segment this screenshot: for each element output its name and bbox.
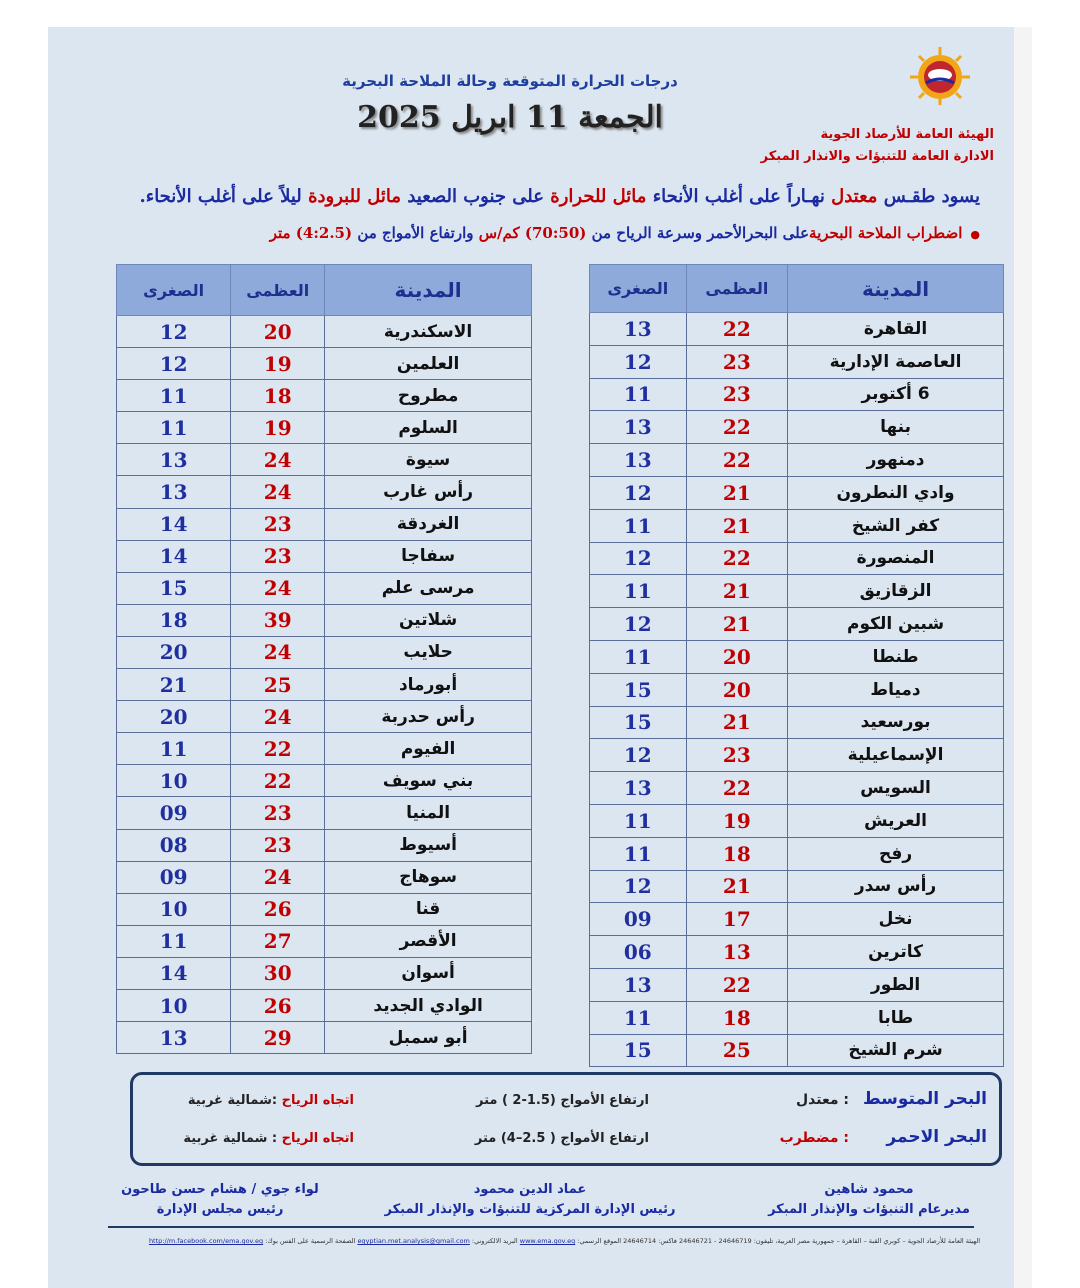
table-row bbox=[590, 575, 1004, 608]
warning-highlight: (70:50) كم/س bbox=[478, 224, 587, 242]
max-temp-cell: 13 bbox=[686, 936, 787, 969]
table-row bbox=[590, 936, 1004, 969]
city-cell: الغردقة bbox=[325, 508, 532, 540]
max-temp-cell: 24 bbox=[231, 444, 325, 476]
summary-part: ليلاً على أغلب الأنحاء. bbox=[139, 186, 309, 207]
table-row bbox=[117, 604, 532, 636]
warning-highlight: اضطراب الملاحة البحرية bbox=[809, 224, 963, 242]
facebook-link[interactable]: http://m.facebook.com/ema.gov.eg bbox=[148, 1237, 264, 1245]
max-temp-cell: 24 bbox=[231, 476, 325, 508]
signature-chairman bbox=[110, 1180, 330, 1220]
min-temp-cell: 11 bbox=[117, 380, 231, 412]
table-row bbox=[117, 380, 532, 412]
min-temp-cell: 11 bbox=[590, 575, 687, 608]
summary-highlight: مائل للحرارة bbox=[550, 186, 647, 207]
signature-title: مديرعام التنبؤات والإنذار المبكر bbox=[768, 1202, 970, 1217]
city-cell: العلمين bbox=[325, 348, 532, 380]
max-temp-cell: 19 bbox=[231, 348, 325, 380]
min-temp-cell: 12 bbox=[590, 476, 687, 509]
city-cell: شبين الكوم bbox=[788, 608, 1004, 641]
table-row bbox=[590, 870, 1004, 903]
max-temp-cell: 22 bbox=[686, 772, 787, 805]
min-temp-cell: 11 bbox=[590, 378, 687, 411]
summary-part: على جنوب الصعيد bbox=[401, 186, 551, 207]
table-row bbox=[590, 837, 1004, 870]
city-cell: المنيا bbox=[325, 797, 532, 829]
signature-name: عماد الدين محمود bbox=[473, 1182, 587, 1197]
max-temp-cell: 22 bbox=[686, 542, 787, 575]
header-city: المدينة bbox=[788, 265, 1004, 313]
city-cell: الإسماعيلية bbox=[788, 739, 1004, 772]
city-cell: سيوة bbox=[325, 444, 532, 476]
city-cell: 6 أكتوبر bbox=[788, 378, 1004, 411]
min-temp-cell: 11 bbox=[590, 1001, 687, 1034]
summary-highlight: معتدل bbox=[831, 186, 878, 207]
min-temp-cell: 11 bbox=[590, 804, 687, 837]
date-title: الجمعة 11 ابريل 2025 bbox=[357, 100, 663, 135]
table-row bbox=[117, 893, 532, 925]
max-temp-cell: 20 bbox=[686, 673, 787, 706]
city-cell: أسوان bbox=[325, 957, 532, 989]
city-cell: نخل bbox=[788, 903, 1004, 936]
min-temp-cell: 13 bbox=[117, 476, 231, 508]
org-line-2: الادارة العامة للتنبؤات والانذار المبكر bbox=[760, 149, 994, 164]
max-temp-cell: 21 bbox=[686, 509, 787, 542]
table-row bbox=[117, 1022, 532, 1054]
max-temp-cell: 25 bbox=[231, 669, 325, 701]
footer-address: الهيئة العامة للأرصاد الجوية – كوبري القبة – القاهرة – جمهورية مصر العربية، تليفون: 24646719 - 24646721 فاكس: 24646714 الموقع الرسمي: bbox=[575, 1237, 980, 1245]
table-row bbox=[117, 989, 532, 1021]
city-cell: كفر الشيخ bbox=[788, 509, 1004, 542]
signature-title: رئيس الإدارة المركزية للتنبؤات والإنذار المبكر bbox=[384, 1202, 676, 1217]
signature-forecast-director bbox=[744, 1180, 994, 1220]
max-temp-cell: 23 bbox=[686, 345, 787, 378]
city-cell: الزقازيق bbox=[788, 575, 1004, 608]
table-row bbox=[117, 861, 532, 893]
wind-label: اتجاه الرياح bbox=[281, 1093, 354, 1108]
city-cell: بورسعيد bbox=[788, 706, 1004, 739]
sea-conditions-box bbox=[130, 1072, 1002, 1166]
max-temp-cell: 22 bbox=[231, 765, 325, 797]
wind-direction bbox=[183, 1131, 354, 1146]
table-header-row bbox=[590, 265, 1004, 313]
table-row bbox=[117, 412, 532, 444]
header-min: الصغرى bbox=[590, 265, 687, 313]
city-cell: رأس سدر bbox=[788, 870, 1004, 903]
city-cell: الاسكندرية bbox=[325, 316, 532, 348]
summary-part: يسود طقـس bbox=[877, 186, 980, 207]
max-temp-cell: 27 bbox=[231, 925, 325, 957]
max-temp-cell: 22 bbox=[231, 733, 325, 765]
min-temp-cell: 09 bbox=[590, 903, 687, 936]
mediterranean-row bbox=[133, 1089, 999, 1119]
min-temp-cell: 14 bbox=[117, 508, 231, 540]
table-row bbox=[590, 411, 1004, 444]
warning-part: وارتفاع الأمواج من bbox=[352, 224, 479, 242]
city-cell: العاصمة الإدارية bbox=[788, 345, 1004, 378]
sea-state: : مضطرب bbox=[779, 1130, 849, 1146]
table-row bbox=[590, 640, 1004, 673]
min-temp-cell: 11 bbox=[590, 509, 687, 542]
table-row bbox=[590, 476, 1004, 509]
city-cell: الطور bbox=[788, 968, 1004, 1001]
min-temp-cell: 13 bbox=[590, 313, 687, 346]
wind-label: اتجاه الرياح bbox=[281, 1131, 354, 1146]
min-temp-cell: 09 bbox=[117, 861, 231, 893]
city-cell: رأس حدربة bbox=[325, 701, 532, 733]
min-temp-cell: 15 bbox=[590, 706, 687, 739]
city-cell: حلايب bbox=[325, 636, 532, 668]
max-temp-cell: 21 bbox=[686, 476, 787, 509]
weather-summary bbox=[100, 186, 980, 207]
table-row bbox=[590, 345, 1004, 378]
min-temp-cell: 09 bbox=[117, 797, 231, 829]
city-cell: شرم الشيخ bbox=[788, 1034, 1004, 1067]
temperature-table-left bbox=[116, 264, 532, 1054]
max-temp-cell: 23 bbox=[231, 540, 325, 572]
min-temp-cell: 13 bbox=[117, 444, 231, 476]
min-temp-cell: 13 bbox=[117, 1022, 231, 1054]
city-cell: رأس غارب bbox=[325, 476, 532, 508]
signature-name: محمود شاهين bbox=[824, 1182, 914, 1197]
min-temp-cell: 12 bbox=[117, 316, 231, 348]
min-temp-cell: 10 bbox=[117, 989, 231, 1021]
max-temp-cell: 26 bbox=[231, 893, 325, 925]
city-cell: السلوم bbox=[325, 412, 532, 444]
table-row bbox=[117, 444, 532, 476]
sea-state: : معتدل bbox=[796, 1092, 849, 1108]
table-row bbox=[590, 1001, 1004, 1034]
table-row bbox=[590, 378, 1004, 411]
min-temp-cell: 06 bbox=[590, 936, 687, 969]
min-temp-cell: 10 bbox=[117, 765, 231, 797]
city-cell: الفيوم bbox=[325, 733, 532, 765]
city-cell: رفح bbox=[788, 837, 1004, 870]
min-temp-cell: 20 bbox=[117, 701, 231, 733]
table-row bbox=[117, 701, 532, 733]
signature-central-director bbox=[380, 1180, 680, 1220]
max-temp-cell: 39 bbox=[231, 604, 325, 636]
table-row bbox=[117, 540, 532, 572]
table-header-row bbox=[117, 265, 532, 316]
table-row bbox=[117, 636, 532, 668]
max-temp-cell: 18 bbox=[686, 837, 787, 870]
max-temp-cell: 21 bbox=[686, 706, 787, 739]
max-temp-cell: 24 bbox=[231, 572, 325, 604]
max-temp-cell: 26 bbox=[231, 989, 325, 1021]
table-row bbox=[117, 797, 532, 829]
max-temp-cell: 22 bbox=[686, 968, 787, 1001]
table-row bbox=[590, 772, 1004, 805]
max-temp-cell: 21 bbox=[686, 575, 787, 608]
max-temp-cell: 21 bbox=[686, 608, 787, 641]
warning-highlight: (4:2.5) متر bbox=[269, 224, 353, 242]
city-cell: شلاتين bbox=[325, 604, 532, 636]
wind-value: :شمالية غربية bbox=[187, 1093, 282, 1108]
table-row bbox=[590, 313, 1004, 346]
city-cell: دمياط bbox=[788, 673, 1004, 706]
city-cell: أبو سمبل bbox=[325, 1022, 532, 1054]
header-max: العظمى bbox=[231, 265, 325, 316]
page-edge bbox=[1014, 27, 1032, 1288]
footer-contact bbox=[100, 1237, 980, 1245]
min-temp-cell: 13 bbox=[590, 444, 687, 477]
signature-title: رئيس مجلس الإدارة bbox=[156, 1202, 284, 1217]
city-cell: سفاجا bbox=[325, 540, 532, 572]
table-row bbox=[117, 733, 532, 765]
table-row bbox=[117, 669, 532, 701]
table-row bbox=[117, 476, 532, 508]
summary-highlight: مائل للبرودة bbox=[308, 186, 402, 207]
ema-logo bbox=[904, 45, 976, 105]
city-cell: دمنهور bbox=[788, 444, 1004, 477]
max-temp-cell: 24 bbox=[231, 636, 325, 668]
min-temp-cell: 11 bbox=[117, 925, 231, 957]
city-cell: قنا bbox=[325, 893, 532, 925]
summary-part: نهـاراً على أغلب الأنحاء bbox=[646, 186, 832, 207]
city-cell: المنصورة bbox=[788, 542, 1004, 575]
max-temp-cell: 19 bbox=[686, 804, 787, 837]
city-cell: السويس bbox=[788, 772, 1004, 805]
min-temp-cell: 12 bbox=[590, 739, 687, 772]
max-temp-cell: 23 bbox=[231, 508, 325, 540]
city-cell: أسيوط bbox=[325, 829, 532, 861]
footer-fb-label: الصفحة الرسمية على الفس بوك: bbox=[263, 1237, 358, 1245]
max-temp-cell: 21 bbox=[686, 870, 787, 903]
org-line-1: الهيئة العامة للأرصاد الجوية bbox=[820, 127, 994, 142]
sea-name: البحر المتوسط bbox=[862, 1089, 987, 1109]
table-row bbox=[590, 1034, 1004, 1067]
max-temp-cell: 23 bbox=[231, 829, 325, 861]
city-cell: بني سويف bbox=[325, 765, 532, 797]
table-row bbox=[590, 968, 1004, 1001]
min-temp-cell: 10 bbox=[117, 893, 231, 925]
max-temp-cell: 23 bbox=[686, 739, 787, 772]
wave-height: ارتفاع الأمواج ( 2.5–4) متر bbox=[474, 1131, 649, 1146]
wind-direction bbox=[188, 1093, 354, 1108]
min-temp-cell: 20 bbox=[117, 636, 231, 668]
max-temp-cell: 20 bbox=[231, 316, 325, 348]
min-temp-cell: 15 bbox=[590, 673, 687, 706]
organization-name bbox=[761, 124, 994, 168]
table-row bbox=[117, 348, 532, 380]
table-row bbox=[117, 508, 532, 540]
min-temp-cell: 14 bbox=[117, 957, 231, 989]
city-cell: الأقصر bbox=[325, 925, 532, 957]
red-sea-row bbox=[133, 1127, 999, 1157]
min-temp-cell: 12 bbox=[117, 348, 231, 380]
city-cell: طابا bbox=[788, 1001, 1004, 1034]
min-temp-cell: 21 bbox=[117, 669, 231, 701]
min-temp-cell: 12 bbox=[590, 870, 687, 903]
table-row bbox=[590, 804, 1004, 837]
email-link[interactable]: egyptian.met.analysis@gmail.com bbox=[357, 1237, 470, 1245]
city-cell: طنطا bbox=[788, 640, 1004, 673]
city-cell: الوادي الجديد bbox=[325, 989, 532, 1021]
table-row bbox=[117, 957, 532, 989]
min-temp-cell: 13 bbox=[590, 411, 687, 444]
wind-value: : شمالية غربية bbox=[183, 1131, 282, 1146]
max-temp-cell: 18 bbox=[231, 380, 325, 412]
max-temp-cell: 20 bbox=[686, 640, 787, 673]
marine-warning bbox=[100, 224, 980, 242]
max-temp-cell: 25 bbox=[686, 1034, 787, 1067]
min-temp-cell: 18 bbox=[117, 604, 231, 636]
wave-height: ارتفاع الأمواج (1.5-2 ) متر bbox=[475, 1093, 649, 1108]
header-min: الصغرى bbox=[117, 265, 231, 316]
table-row bbox=[590, 608, 1004, 641]
city-cell: سوهاج bbox=[325, 861, 532, 893]
table-row bbox=[590, 706, 1004, 739]
city-cell: بنها bbox=[788, 411, 1004, 444]
signature-name: لواء جوي / هشام حسن طاحون bbox=[121, 1182, 319, 1197]
min-temp-cell: 12 bbox=[590, 542, 687, 575]
max-temp-cell: 18 bbox=[686, 1001, 787, 1034]
min-temp-cell: 11 bbox=[590, 640, 687, 673]
bullet-icon: ● bbox=[970, 228, 980, 241]
city-cell: مرسى علم bbox=[325, 572, 532, 604]
max-temp-cell: 22 bbox=[686, 411, 787, 444]
min-temp-cell: 13 bbox=[590, 968, 687, 1001]
footer-email-label: البريد الالكتروني: bbox=[469, 1237, 520, 1245]
table-row bbox=[590, 739, 1004, 772]
city-cell: العريش bbox=[788, 804, 1004, 837]
website-link[interactable]: www.ema.gov.eg bbox=[519, 1237, 576, 1245]
max-temp-cell: 22 bbox=[686, 313, 787, 346]
table-row bbox=[590, 509, 1004, 542]
table-row bbox=[117, 316, 532, 348]
min-temp-cell: 14 bbox=[117, 540, 231, 572]
temperature-table-right bbox=[589, 264, 1004, 1067]
min-temp-cell: 15 bbox=[117, 572, 231, 604]
document-subtitle: درجات الحرارة المتوقعة وحالة الملاحة البحرية bbox=[342, 72, 678, 90]
max-temp-cell: 24 bbox=[231, 701, 325, 733]
min-temp-cell: 15 bbox=[590, 1034, 687, 1067]
min-temp-cell: 13 bbox=[590, 772, 687, 805]
max-temp-cell: 30 bbox=[231, 957, 325, 989]
table-row bbox=[590, 444, 1004, 477]
table-row bbox=[117, 829, 532, 861]
header-city: المدينة bbox=[325, 265, 532, 316]
table-row bbox=[590, 673, 1004, 706]
city-cell: مطروح bbox=[325, 380, 532, 412]
footer-divider bbox=[108, 1226, 974, 1228]
table-row bbox=[117, 572, 532, 604]
min-temp-cell: 08 bbox=[117, 829, 231, 861]
min-temp-cell: 12 bbox=[590, 345, 687, 378]
city-cell: وادي النطرون bbox=[788, 476, 1004, 509]
max-temp-cell: 23 bbox=[686, 378, 787, 411]
table-row bbox=[590, 542, 1004, 575]
max-temp-cell: 22 bbox=[686, 444, 787, 477]
min-temp-cell: 11 bbox=[117, 412, 231, 444]
max-temp-cell: 23 bbox=[231, 797, 325, 829]
sea-name: البحر الاحمر bbox=[886, 1127, 987, 1147]
min-temp-cell: 12 bbox=[590, 608, 687, 641]
city-cell: أبورماد bbox=[325, 669, 532, 701]
min-temp-cell: 11 bbox=[590, 837, 687, 870]
max-temp-cell: 17 bbox=[686, 903, 787, 936]
max-temp-cell: 29 bbox=[231, 1022, 325, 1054]
max-temp-cell: 19 bbox=[231, 412, 325, 444]
table-row bbox=[117, 925, 532, 957]
city-cell: كاترين bbox=[788, 936, 1004, 969]
city-cell: القاهرة bbox=[788, 313, 1004, 346]
table-row bbox=[117, 765, 532, 797]
warning-part: على البحرالأحمر وسرعة الرياح من bbox=[586, 224, 810, 242]
table-row bbox=[590, 903, 1004, 936]
header-max: العظمى bbox=[686, 265, 787, 313]
max-temp-cell: 24 bbox=[231, 861, 325, 893]
min-temp-cell: 11 bbox=[117, 733, 231, 765]
